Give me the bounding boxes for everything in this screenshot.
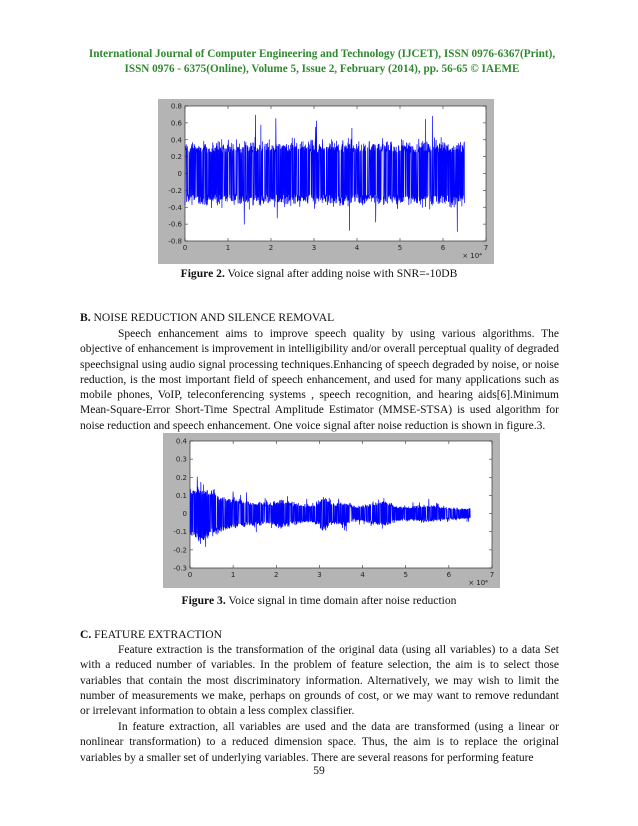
section-b-heading	[80, 311, 334, 324]
figure-3-ytick-label: -0.1	[173, 528, 187, 537]
figure-3-x-multiplier: × 10⁴	[468, 579, 488, 587]
figure-2-ytick-label: 0.8	[170, 102, 182, 111]
figure-2-xtick-label: 2	[268, 244, 274, 252]
figure-2-ytick-label: -0.8	[168, 237, 182, 246]
figure-2-ytick-label: 0.6	[170, 119, 182, 128]
figure-2-xtick-label: 6	[440, 244, 446, 252]
figure-2-xtick-label: 3	[311, 244, 317, 252]
journal-header-line1: International Journal of Computer Engineering and Technology (IJCET), ISSN 0976-6367(Print),	[88, 48, 556, 60]
figure-2-plot	[158, 99, 494, 264]
section-b-title: NOISE REDUCTION AND SILENCE REMOVAL	[90, 311, 335, 324]
figure-2-svg	[158, 99, 494, 264]
figure-3-xtick-label: 3	[317, 571, 322, 579]
figure-3-caption-label: Figure 3.	[181, 594, 226, 607]
figure-2-x-multiplier: × 10⁴	[462, 252, 482, 260]
section-c-title: FEATURE EXTRACTION	[91, 628, 223, 641]
section-c-paragraph-1: Feature extraction is the transformation of the original data (using all variables) to a data Set with a reduced number of variables. In the problem of feature selection, the aim is to select those variables that contain the most discriminatory information. Alternatively, we may wish to limit the number of measurements we make, perhaps on grounds of cost, or we may want to remove redundant or irrelevant information to obtain a less complex classifier.	[80, 644, 559, 718]
figure-2-ytick-label: 0.2	[170, 153, 182, 162]
figure-3-xtick-label: 5	[403, 571, 408, 579]
section-c-letter: C.	[80, 628, 92, 641]
figure-2-xtick-label: 5	[397, 244, 403, 252]
figure-3-xtick-label: 1	[230, 571, 236, 579]
figure-3-xtick-label: 2	[274, 571, 279, 579]
figure-3-ytick-label: -0.2	[173, 546, 187, 555]
figure-2-caption-text: Voice signal after adding noise with SNR=-10DB	[224, 267, 458, 280]
figure-2-xtick-label: 7	[483, 244, 489, 252]
figure-2-xtick-label: 0	[182, 244, 188, 252]
page-number: 59	[313, 764, 325, 777]
figure-3-caption-text: Voice signal in time domain after noise reduction	[225, 594, 457, 607]
figure-3-svg	[163, 433, 500, 588]
figure-3-ytick-label: 0.4	[175, 437, 187, 446]
figure-3-ytick-label: 0.3	[175, 455, 187, 464]
section-c-heading	[80, 628, 222, 641]
figure-3-plot	[163, 433, 500, 588]
figure-3-xtick-label: 4	[360, 571, 365, 579]
figure-3-ytick-label: -0.3	[173, 564, 187, 573]
section-b-paragraph: Speech enhancement aims to improve speech quality by using various algorithms. The objective of enhancement is improvement in intelligibility and/or overall perceptual quality of degraded speechsignal using audio signal processing techniques.Enhancing of speech degraded by noise, or noise reduction, is the most important field of speech enhancement, and used for many applications such as mobile phones, VoIP, teleconferencing systems , speech recognition, and hearing aids[6].Minimum Mean-Square-Error Short-Time Spectral Amplitude Estimator (MMSE-STSA) is used algorithm for noise reduction and speech enhancement. One voice signal after noise reduction is shown in figure.3.	[80, 328, 559, 432]
figure-2-ytick-label: -0.6	[168, 220, 182, 229]
section-c-paragraph-2: In feature extraction, all variables are used and the data are transformed (using a linear or nonlinear transformation) to a reduced dimension space. Thus, the aim is to replace the original variables by a smaller set of underlying variables. There are several reasons for performing feature	[80, 721, 559, 764]
figure-2-caption	[0, 267, 638, 280]
figure-3-xtick-label: 7	[489, 571, 495, 579]
figure-2-xtick-label: 1	[225, 244, 231, 252]
figure-3-xtick-label: 0	[187, 571, 193, 579]
figure-3-xtick-label: 6	[446, 571, 452, 579]
figure-2-ytick-label: 0	[177, 170, 182, 178]
section-b-letter: B.	[80, 311, 91, 324]
figure-3-caption	[0, 594, 638, 607]
figure-2-caption-label: Figure 2.	[180, 267, 225, 280]
figure-3-ytick-label: 0.1	[175, 491, 187, 500]
figure-2-ytick-label: 0.4	[170, 136, 182, 145]
figure-2-ytick-label: -0.4	[168, 203, 182, 212]
figure-3-ytick-label: 0	[182, 510, 187, 519]
figure-2-xtick-label: 4	[354, 244, 360, 252]
figure-3-ytick-label: 0.2	[175, 473, 187, 482]
journal-header-line2: ISSN 0976 - 6375(Online), Volume 5, Issue 2, February (2014), pp. 56-65 © IAEME	[124, 63, 520, 75]
figure-2-ytick-label: -0.2	[168, 186, 182, 195]
journal-header	[80, 47, 564, 77]
